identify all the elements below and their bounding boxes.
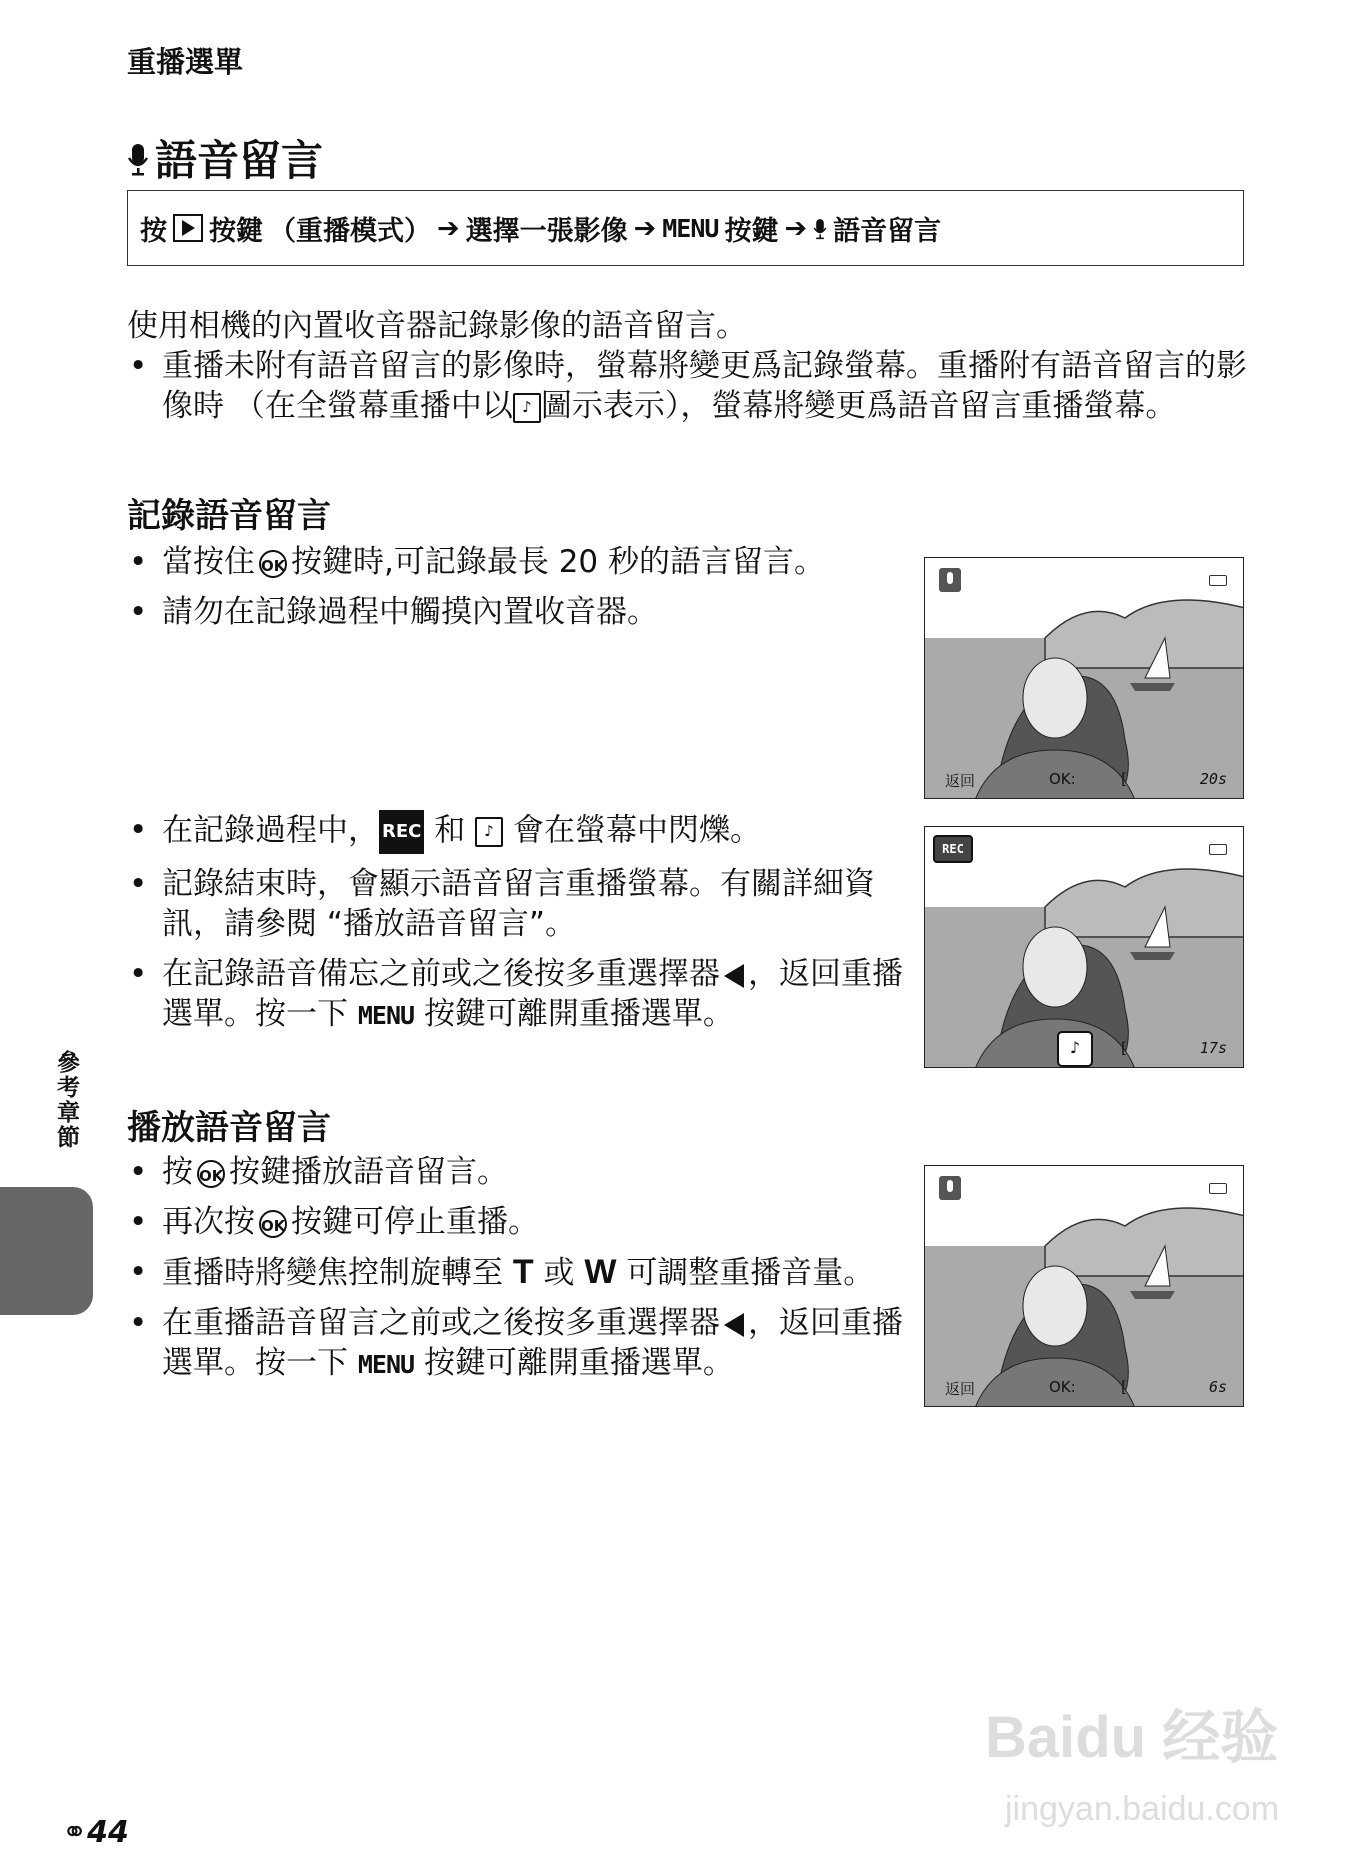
arrow-icon: ➔ (437, 212, 460, 244)
time-remaining: 17s (1199, 1039, 1227, 1057)
nav-key: 按鍵 (724, 215, 779, 247)
time-remaining: 6s (1208, 1378, 1227, 1396)
record-list-2 (127, 810, 907, 1046)
list-item: • 請勿在記錄過程中觸摸內置收音器。 (127, 592, 907, 632)
microphone-icon (127, 138, 149, 178)
play-list (127, 1152, 907, 1395)
screen-status-bar (925, 1366, 1243, 1406)
list-item: • 在記錄語音備忘之前或之後按多重選擇器 ，返回重播選單。按一下 MENU 按鍵可離開重播選單。 (127, 954, 907, 1036)
nav-key: 按鍵 (209, 215, 263, 247)
camera-screen-record (924, 557, 1244, 799)
ok-button-icon: OK (197, 1160, 225, 1188)
arrow-icon: ➔ (784, 212, 808, 244)
intro-list (127, 346, 1247, 436)
progress-bracket: [ (1121, 1378, 1127, 1396)
list-item: • 重播時將變焦控制旋轉至 T 或 W 可調整重播音量。 (127, 1252, 907, 1293)
page-title (127, 128, 323, 188)
list-item: • 按 OK 按鍵播放語音留言。 (127, 1152, 907, 1192)
list-item: • 在記錄過程中， REC 和 ♪ 會在螢幕中閃爍。 (127, 810, 907, 854)
nav-mode: （重播模式） (269, 215, 431, 247)
nav-menu: MENU (662, 213, 719, 243)
back-label: 返回 (945, 772, 976, 790)
ok-button-icon: OK (259, 550, 287, 578)
battery-icon (1209, 1183, 1227, 1194)
record-list-1 (127, 542, 907, 642)
progress-bracket: [ (1121, 770, 1127, 788)
rec-icon: REC (933, 835, 973, 863)
voice-memo-icon: ♪ (475, 817, 503, 847)
microphone-icon (939, 1176, 961, 1200)
voice-memo-icon: ♪ (1057, 1031, 1093, 1067)
list-item: • 重播未附有語音留言的影像時，螢幕將變更爲記錄螢幕。重播附有語音留言的影像時 （在全螢幕重播中以 ♪ 圖示表示），螢幕將變更爲語音留言重播螢幕。 (127, 346, 1247, 426)
reference-icon: ⚭ (62, 1815, 88, 1850)
watermark-url: jingyan.baidu.com (1005, 1790, 1280, 1828)
battery-icon (1209, 575, 1227, 586)
section-heading-record: 記錄語音留言 (127, 496, 331, 536)
nav-select: 選擇一張影像 (465, 215, 628, 247)
ok-button-icon: OK (259, 1210, 287, 1238)
nav-press: 按 (140, 215, 167, 247)
list-item: • 再次按 OK 按鍵可停止重播。 (127, 1202, 907, 1242)
list-item: • 記錄結束時，會顯示語音留言重播螢幕。有關詳細資訊，請參閱 “播放語音留言”。 (127, 864, 907, 944)
watermark-logo: Baidu 经验 (985, 1705, 1279, 1770)
left-arrow-icon (724, 1313, 744, 1337)
screen-status-bar (925, 1027, 1243, 1067)
screen-status-bar (925, 758, 1243, 798)
chapter-label: 參考章節 (53, 1050, 79, 1150)
nav-end: 語音留言 (833, 215, 942, 247)
section-heading-play: 播放語音留言 (127, 1108, 331, 1148)
list-item: • 當按住 OK 按鍵時,可記錄最長 20 秒的語言留言。 (127, 542, 907, 582)
microphone-icon (939, 568, 961, 592)
microphone-icon (813, 214, 827, 242)
voice-memo-icon: ♪ (513, 393, 541, 423)
page-number: ⚭44 (62, 1815, 129, 1850)
battery-icon (1209, 844, 1227, 855)
list-item: • 在重播語音留言之前或之後按多重選擇器 ，返回重播選單。按一下 MENU 按鍵可離開重播選單。 (127, 1303, 907, 1385)
ok-label: OK: (1049, 770, 1076, 788)
time-remaining: 20s (1199, 770, 1227, 788)
left-arrow-icon (724, 964, 744, 988)
intro-text: 使用相機的內置收音器記錄影像的語音留言。 (127, 308, 747, 344)
title-text: 語音留言 (155, 136, 324, 185)
navigation-path (127, 190, 1244, 266)
rec-icon: REC (379, 810, 424, 854)
ok-label: OK: (1049, 1378, 1076, 1396)
camera-screen-playback (924, 1165, 1244, 1407)
back-label: 返回 (945, 1380, 976, 1398)
section-header: 重播選單 (127, 45, 244, 79)
arrow-icon: ➔ (633, 212, 657, 244)
play-button-icon (173, 214, 203, 242)
chapter-tab (0, 1187, 93, 1315)
camera-screen-recording (924, 826, 1244, 1068)
progress-bracket: [ (1121, 1039, 1127, 1057)
